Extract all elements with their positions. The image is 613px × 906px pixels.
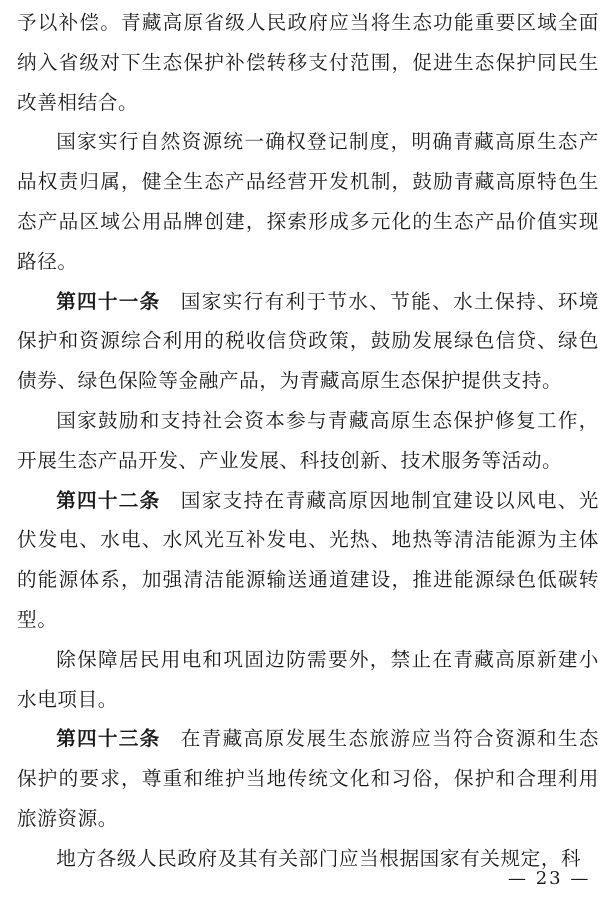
paragraph-text: 在青藏高原发展生态旅游应当符合资源和生态保护的要求，尊重和维护当地传统文化和习俗，保护和合理利用旅游资源。 — [17, 727, 600, 830]
page-number: — 23 — — [508, 868, 591, 889]
paragraph-text: 予以补偿。青藏高原省级人民政府应当将生态功能重要区域全面纳入省级对下生态保护补偿转移支付范围，促进生态保护同民生改善相结合。 — [17, 11, 599, 114]
paragraph-text: 除保障居民用电和巩固边防需要外，禁止在青藏高原新建小水电项目。 — [17, 647, 599, 711]
paragraph-continuation — [17, 3, 599, 122]
paragraph — [17, 401, 599, 481]
document-body — [17, 3, 599, 879]
article-number: 第四十三条 — [56, 727, 161, 751]
paragraph-text: 国家实行自然资源统一确权登记制度，明确青藏高原生态产品权责归属，健全生态产品经营开发机制，鼓励青藏高原特色生态产品区域公用品牌创建，探索形成多元化的生态产品价值实现路径。 — [17, 130, 599, 273]
paragraph — [17, 122, 599, 281]
article-number: 第四十二条 — [56, 488, 161, 512]
article-42 — [17, 481, 599, 640]
paragraph-text: 国家实行有利于节水、节能、水土保持、环境保护和资源综合利用的税收信贷政策，鼓励发展绿色信贷、绿色债券、绿色保险等金融产品，为青藏高原生态保护提供支持。 — [17, 289, 600, 393]
article-41 — [17, 282, 599, 401]
paragraph-text: 国家支持在青藏高原因地制宜建设以风电、光伏发电、水电、水风光互补发电、光热、地热等清洁能源为主体的能源体系，加强清洁能源输送通道建设，推进能源绿色低碳转型。 — [17, 488, 600, 631]
paragraph-text: 国家鼓励和支持社会资本参与青藏高原生态保护修复工作，开展生态产品开发、产业发展、科技创新、技术服务等活动。 — [17, 408, 599, 472]
article-43 — [17, 719, 599, 838]
article-number: 第四十一条 — [56, 289, 161, 313]
paragraph — [17, 640, 599, 720]
paragraph-text: 地方各级人民政府及其有关部门应当根据国家有关规定，科 — [56, 846, 582, 870]
